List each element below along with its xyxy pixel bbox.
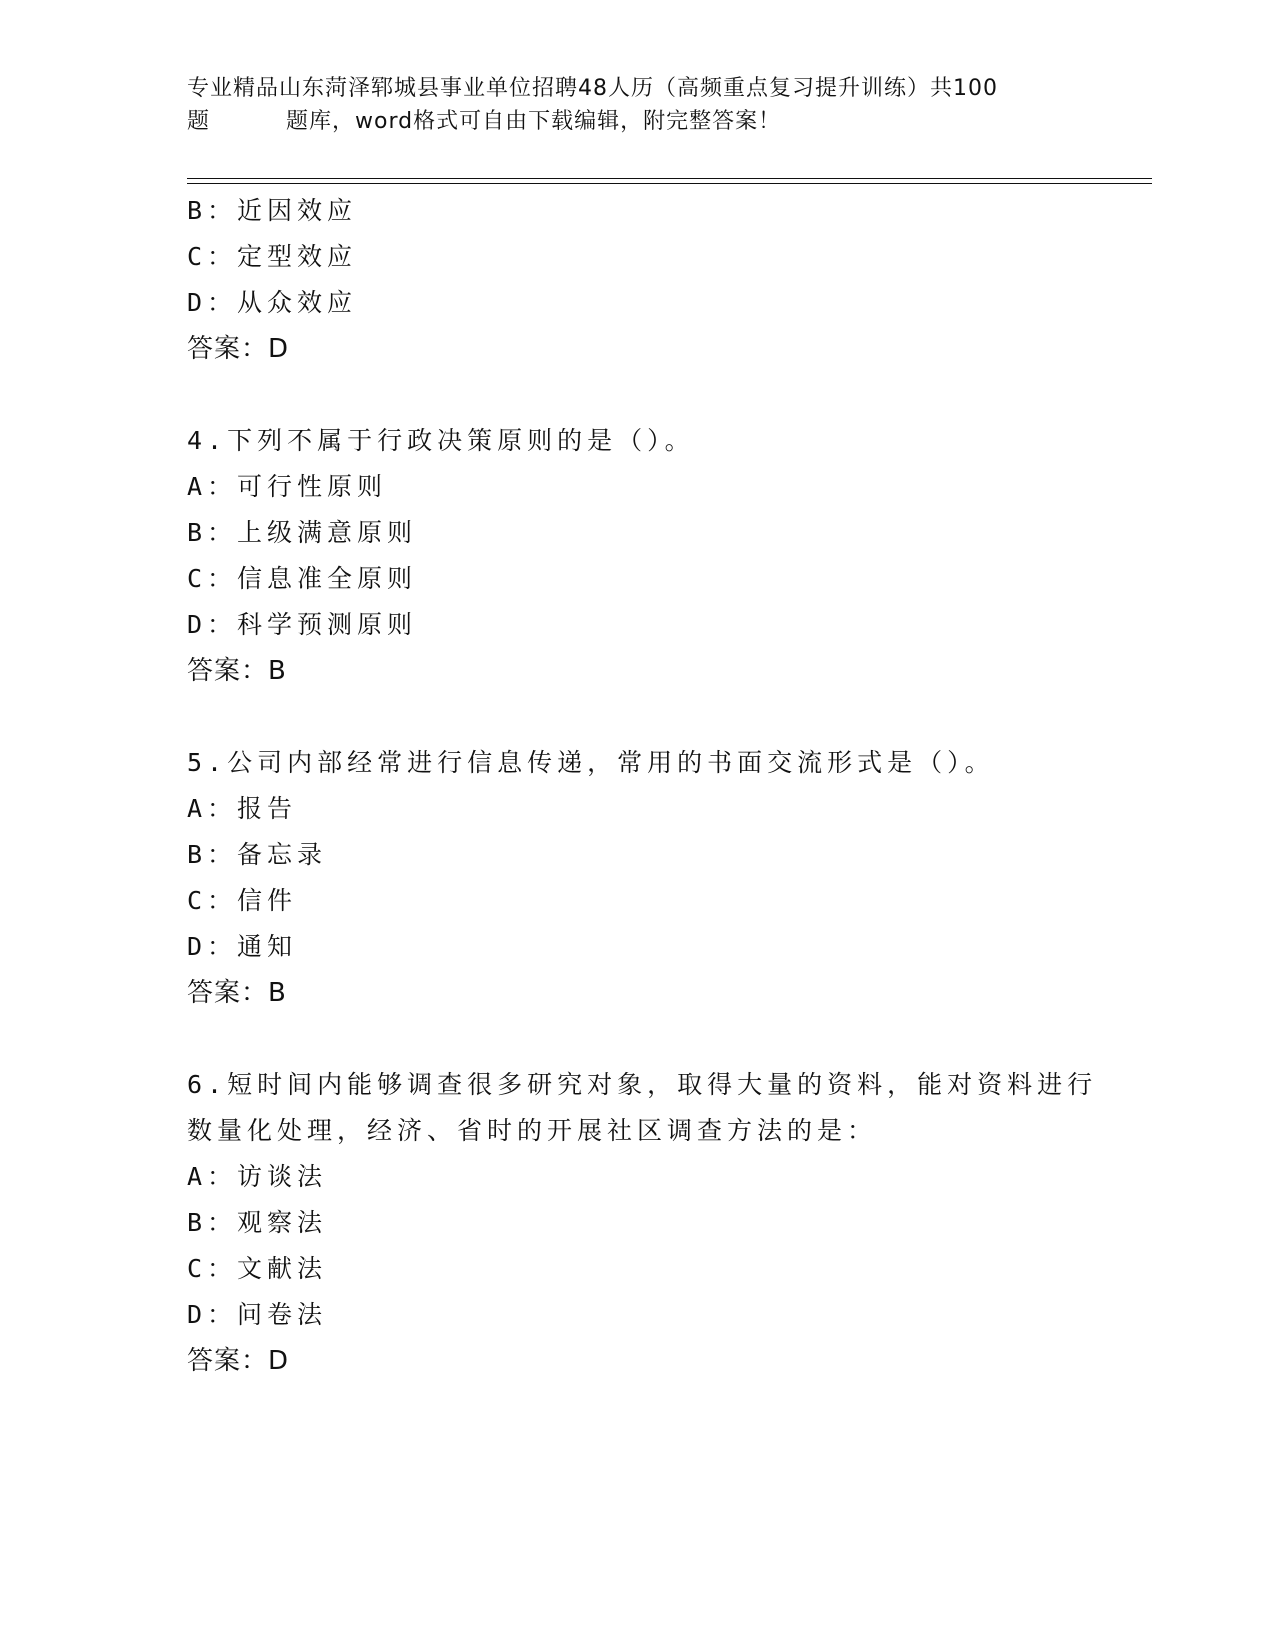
option-item: A：报告 xyxy=(187,794,298,823)
header-title-line-1: 专业精品山东菏泽郓城县事业单位招聘48人历（高频重点复习提升训练）共100 xyxy=(187,76,998,101)
question-stem-line-2: 数量化处理，经济、省时的开展社区调查方法的是： xyxy=(187,1116,878,1145)
question-stem: 5.公司内部经常进行信息传递，常用的书面交流形式是（）。 xyxy=(187,748,995,777)
option-item: D：问卷法 xyxy=(187,1300,328,1329)
answer-line: 答案：B xyxy=(187,656,287,686)
header-title-line-2-left: 题 xyxy=(187,109,211,134)
option-item: C：文献法 xyxy=(187,1254,328,1283)
option-item: B：备忘录 xyxy=(187,840,328,869)
header-divider-bottom xyxy=(187,183,1152,184)
header-title-line-2 xyxy=(187,105,1087,138)
option-item: B：近因效应 xyxy=(187,196,358,225)
header-title-line-2-right: 题库，word格式可自由下载编辑，附完整答案！ xyxy=(286,109,782,134)
answer-line: 答案：D xyxy=(187,1346,290,1376)
option-item: D：从众效应 xyxy=(187,288,358,317)
answer-line: 答案：D xyxy=(187,334,290,364)
option-item: C：信件 xyxy=(187,886,298,915)
document-header xyxy=(187,72,1087,138)
option-item: C：定型效应 xyxy=(187,242,358,271)
question-block-3-continued xyxy=(187,188,1147,372)
option-item: A：访谈法 xyxy=(187,1162,328,1191)
option-item: C：信息准全原则 xyxy=(187,564,418,593)
question-block-4 xyxy=(187,418,1147,694)
question-block-5 xyxy=(187,740,1147,1016)
question-block-6 xyxy=(187,1062,1147,1384)
answer-line: 答案：B xyxy=(187,978,287,1008)
option-item: D：科学预测原则 xyxy=(187,610,418,639)
question-stem-line-1: 6.短时间内能够调查很多研究对象，取得大量的资料，能对资料进行 xyxy=(187,1070,1098,1099)
option-item: A：可行性原则 xyxy=(187,472,388,501)
header-divider-top xyxy=(187,178,1152,179)
option-item: D：通知 xyxy=(187,932,298,961)
document-body xyxy=(187,188,1147,1384)
question-stem: 4.下列不属于行政决策原则的是（）。 xyxy=(187,426,695,455)
option-item: B：观察法 xyxy=(187,1208,328,1237)
option-item: B：上级满意原则 xyxy=(187,518,418,547)
